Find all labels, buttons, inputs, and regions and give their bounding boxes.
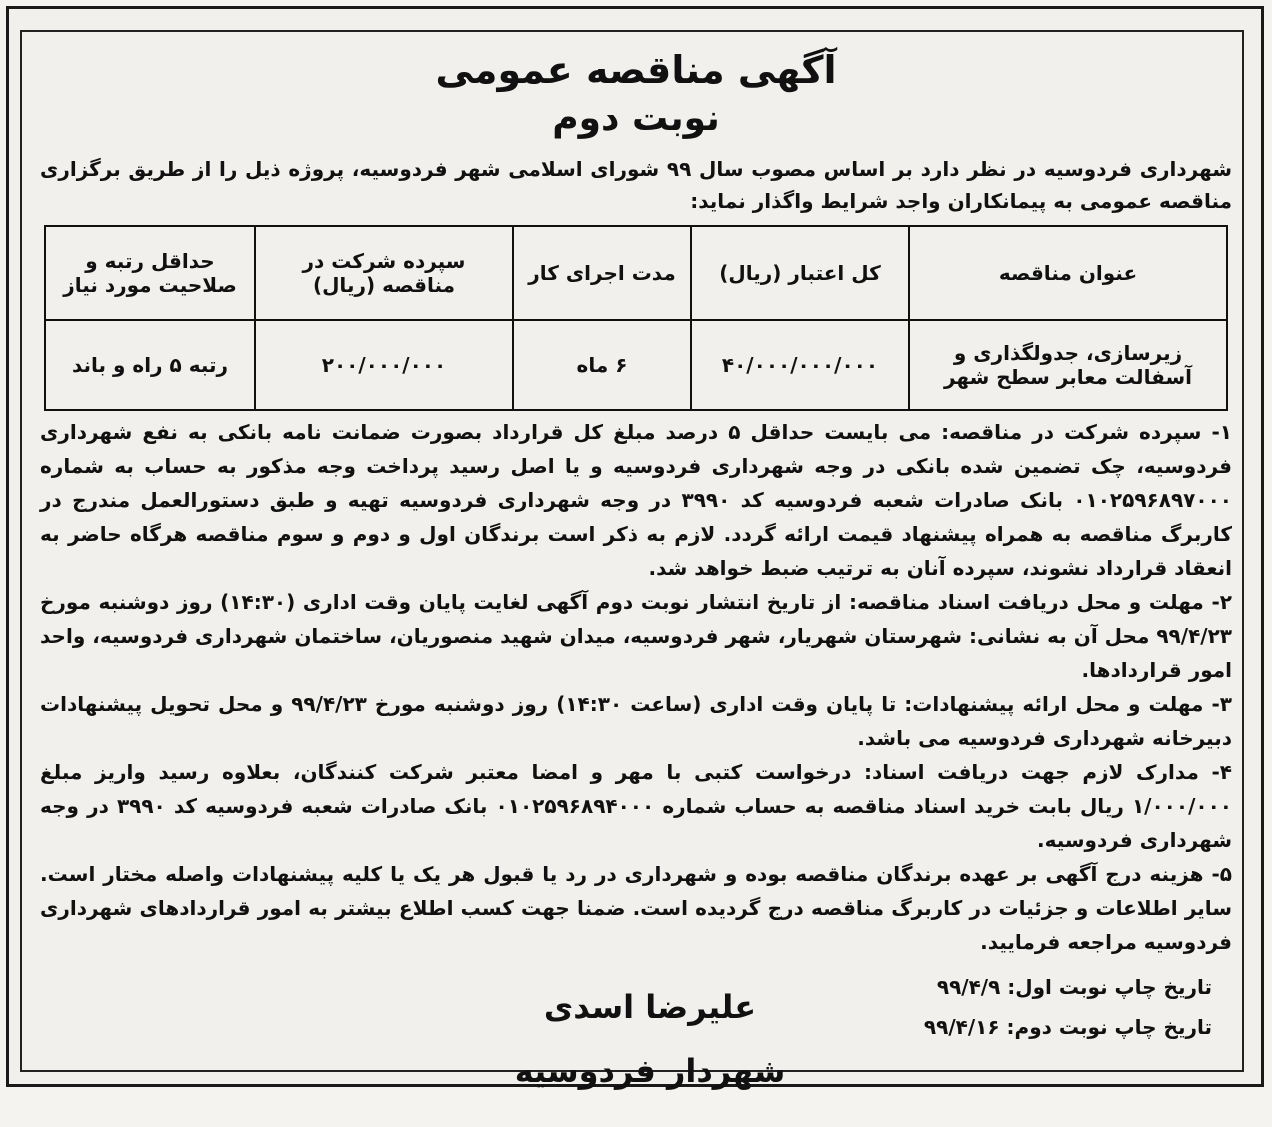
tender-notice xyxy=(40,40,1232,1127)
intro-paragraph: شهرداری فردوسیه در نظر دارد بر اساس مصوب سال ۹۹ شورای اسلامی شهر فردوسیه، پروژه ذیل را از طریق برگزاری مناقصه عمومی به پیمانکاران واجد شرایط واگذار نماید: xyxy=(40,157,1232,213)
cell-deposit: ۲۰۰/۰۰۰/۰۰۰ xyxy=(255,320,513,410)
header-deposit: سپرده شرکت در مناقصه (ریال) xyxy=(255,226,513,320)
cell-min-rank: رتبه ۵ راه و باند xyxy=(45,320,255,410)
print-dates xyxy=(924,967,1212,1047)
second-print-date: تاریخ چاپ نوبت دوم: ۹۹/۴/۱۶ xyxy=(923,1015,1212,1039)
footer xyxy=(40,967,1232,1127)
notice-subtitle: نوبت دوم xyxy=(552,98,720,139)
table-row xyxy=(45,320,1227,410)
cell-duration: ۶ ماه xyxy=(513,320,691,410)
clause-3: ۳- مهلت و محل ارائه پیشنهادات: تا پایان وقت اداری (ساعت ۱۴:۳۰) روز دوشنبه مورخ ۹۹/۴/۲۳ و محل تحویل پیشنهادات دبیرخانه شهرداری فردوسیه می باشد. xyxy=(40,692,1232,750)
cell-tender-title: زیرسازی، جدولگذاری و آسفالت معابر سطح شهر xyxy=(909,320,1227,410)
notice-title: آگهی مناقصه عمومی xyxy=(435,48,837,92)
header-tender-title: عنوان مناقصه xyxy=(909,226,1227,320)
table-header-row xyxy=(45,226,1227,320)
header-duration: مدت اجرای کار xyxy=(513,226,691,320)
tender-table xyxy=(44,225,1228,411)
signatory-name: علیرضا اسدی xyxy=(543,988,757,1026)
clause-1: ۱- سپرده شرکت در مناقصه: می بایست حداقل ۵ درصد مبلغ کل قرارداد بصورت ضمانت نامه بانکی به نفع شهرداری فردوسیه، چک تضمین شده بانکی در وجه شهرداری فردوسیه و یا اصل رسید پرداخت وجه مذکور به حساب به شماره ۰۱۰۲۵۹۶۸۹۷۰۰۰ بانک صادرات شعبه فردوسیه کد ۳۹۹۰ در وجه شهرداری فردوسیه تهیه و طبق دستورالعمل مندرج در کاربرگ مناقصه به همراه پیشنهاد قیمت ارائه گردد. لازم به ذکر است برندگان اول و دوم و سوم مناقصه هرگاه حاضر به انعقاد قرارداد نشوند، سپرده آنان به ترتیب ضبط خواهد شد. xyxy=(40,420,1232,580)
cell-total-budget: ۴۰/۰۰۰/۰۰۰/۰۰۰ xyxy=(691,320,909,410)
clause-2: ۲- مهلت و محل دریافت اسناد مناقصه: از تاریخ انتشار نوبت دوم آگهی لغایت پایان وقت اداری (۱۴:۳۰) روز دوشنبه مورخ ۹۹/۴/۲۳ محل آن به نشانی: شهرستان شهریار، شهر فردوسیه، میدان شهید منصوریان، ساختمان شهرداری فردوسیه، واحد امور قراردادها. xyxy=(40,590,1232,682)
clause-4: ۴- مدارک لازم جهت دریافت اسناد: درخواست کتبی با مهر و امضا معتبر شرکت کنندگان، بعلاوه رسید واریز مبلغ ۱/۰۰۰/۰۰۰ ریال بابت خرید اسناد مناقصه به حساب شماره ۰۱۰۲۵۹۶۸۹۴۰۰۰ بانک صادرات شعبه فردوسیه کد ۳۹۹۰ در وجه شهرداری فردوسیه. xyxy=(40,760,1232,852)
signatory-role: شهردار فردوسیه xyxy=(514,1052,786,1090)
first-print-date: تاریخ چاپ نوبت اول: ۹۹/۴/۹ xyxy=(936,975,1212,999)
header-total-budget: کل اعتبار (ریال) xyxy=(691,226,909,320)
clauses xyxy=(40,415,1232,959)
header-min-rank: حداقل رتبه و صلاحیت مورد نیاز xyxy=(45,226,255,320)
signature-block xyxy=(510,975,790,1103)
clause-5: ۵- هزینه درج آگهی بر عهده برندگان مناقصه بوده و شهرداری در رد یا قبول هر یک یا کلیه پیشنهادات واصله مختار است. سایر اطلاعات و جزئیات در کاربرگ مناقصه درج گردیده است. ضمنا جهت کسب اطلاع بیشتر به امور قراردادهای شهرداری فردوسیه مراجعه فرمایید. xyxy=(40,862,1232,954)
